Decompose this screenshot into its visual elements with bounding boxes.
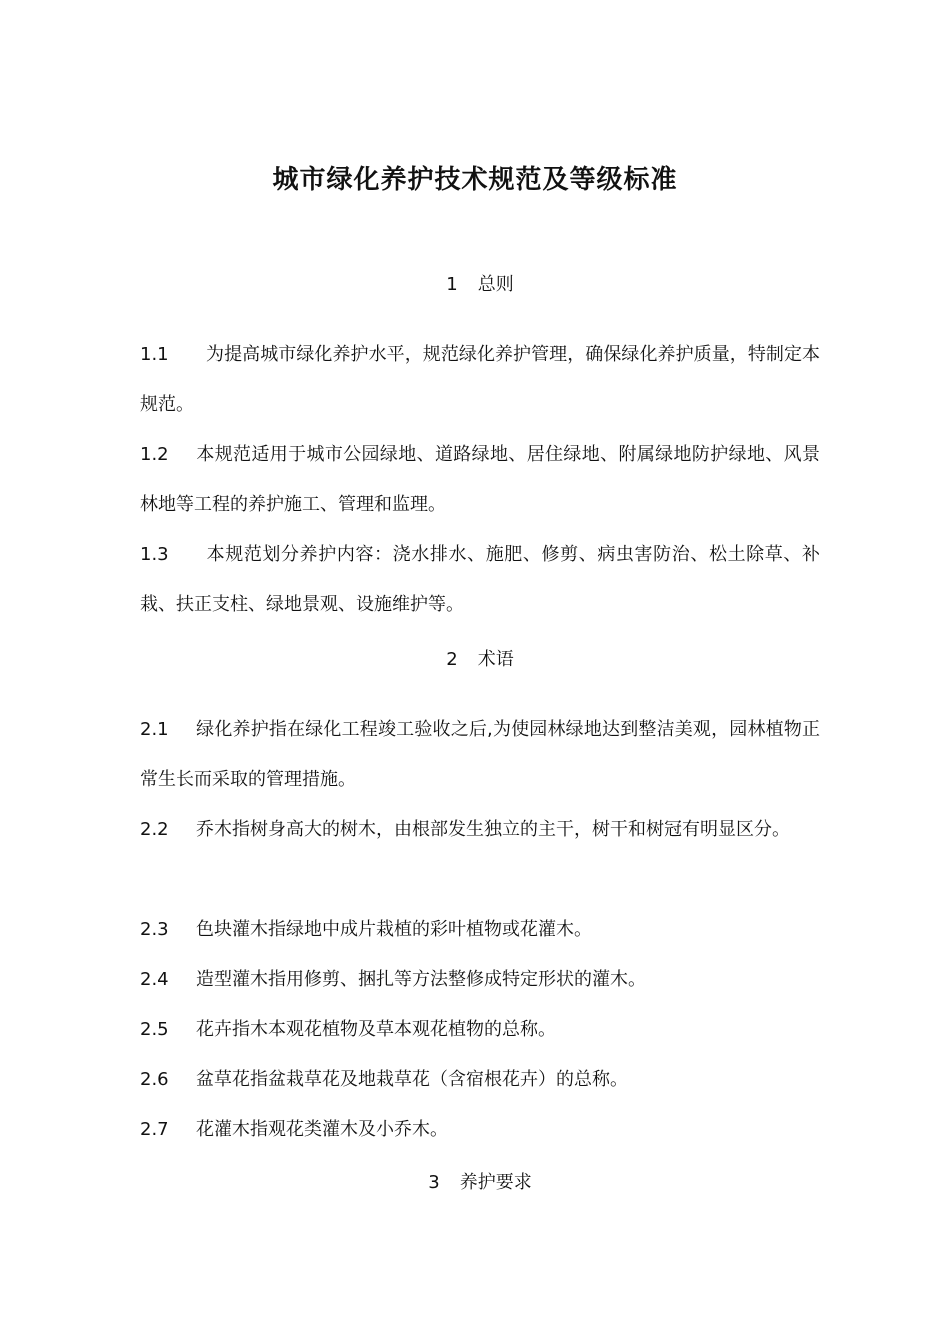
section-number: 3 [428,1172,440,1193]
paragraph-2-3 [140,905,820,955]
paragraph-number: 2.6 [140,1069,169,1090]
paragraph-text: 为提高城市绿化养护水平，规范绿化养护管理，确保绿化养护质量，特制定本规范。 [140,344,820,415]
paragraph-1-1 [140,330,820,430]
paragraph-text: 盆草花指盆栽草花及地栽草花（含宿根花卉）的总称。 [196,1069,628,1090]
paragraph-number: 2.5 [140,1019,169,1040]
paragraph-text: 造型灌木指用修剪、捆扎等方法整修成特定形状的灌木。 [196,969,646,990]
section-title: 总则 [477,274,514,295]
section-title: 养护要求 [459,1172,532,1193]
section-heading-2 [0,645,950,675]
paragraph-number: 1.2 [140,444,169,465]
paragraph-number: 1.3 [140,544,169,565]
paragraph-text: 本规范划分养护内容：浇水排水、施肥、修剪、病虫害防治、松土除草、补栽、扶正支柱、绿地景观、设施维护等。 [140,544,820,615]
section-title: 术语 [477,649,514,670]
document-title: 城市绿化养护技术规范及等级标准 [272,165,678,195]
section-heading-1 [0,270,950,300]
paragraph-1-3 [140,530,820,630]
paragraph-text: 本规范适用于城市公园绿地、道路绿地、居住绿地、附属绿地防护绿地、风景林地等工程的养护施工、管理和监理。 [140,444,820,515]
paragraph-2-2 [140,805,820,855]
paragraph-2-7 [140,1105,820,1155]
paragraph-number: 2.3 [140,919,169,940]
paragraph-2-1 [140,705,820,805]
paragraph-number: 2.7 [140,1119,169,1140]
paragraph-2-5 [140,1005,820,1055]
paragraph-2-4 [140,955,820,1005]
paragraph-text: 绿化养护指在绿化工程竣工验收之后,为使园林绿地达到整洁美观，园林植物正常生长而采取的管理措施。 [140,719,820,790]
paragraph-text: 乔木指树身高大的树木，由根部发生独立的主干，树干和树冠有明显区分。 [196,819,790,840]
paragraph-text: 花卉指木本观花植物及草本观花植物的总称。 [196,1019,556,1040]
paragraph-1-2 [140,430,820,530]
paragraph-text: 花灌木指观花类灌木及小乔木。 [196,1119,448,1140]
section-heading-3 [0,1168,950,1198]
paragraph-number: 2.1 [140,719,169,740]
section-number: 1 [446,274,458,295]
paragraph-number: 2.4 [140,969,169,990]
paragraph-number: 2.2 [140,819,169,840]
paragraph-number: 1.1 [140,344,169,365]
paragraph-2-6 [140,1055,820,1105]
section-number: 2 [446,649,458,670]
paragraph-text: 色块灌木指绿地中成片栽植的彩叶植物或花灌木。 [196,919,592,940]
